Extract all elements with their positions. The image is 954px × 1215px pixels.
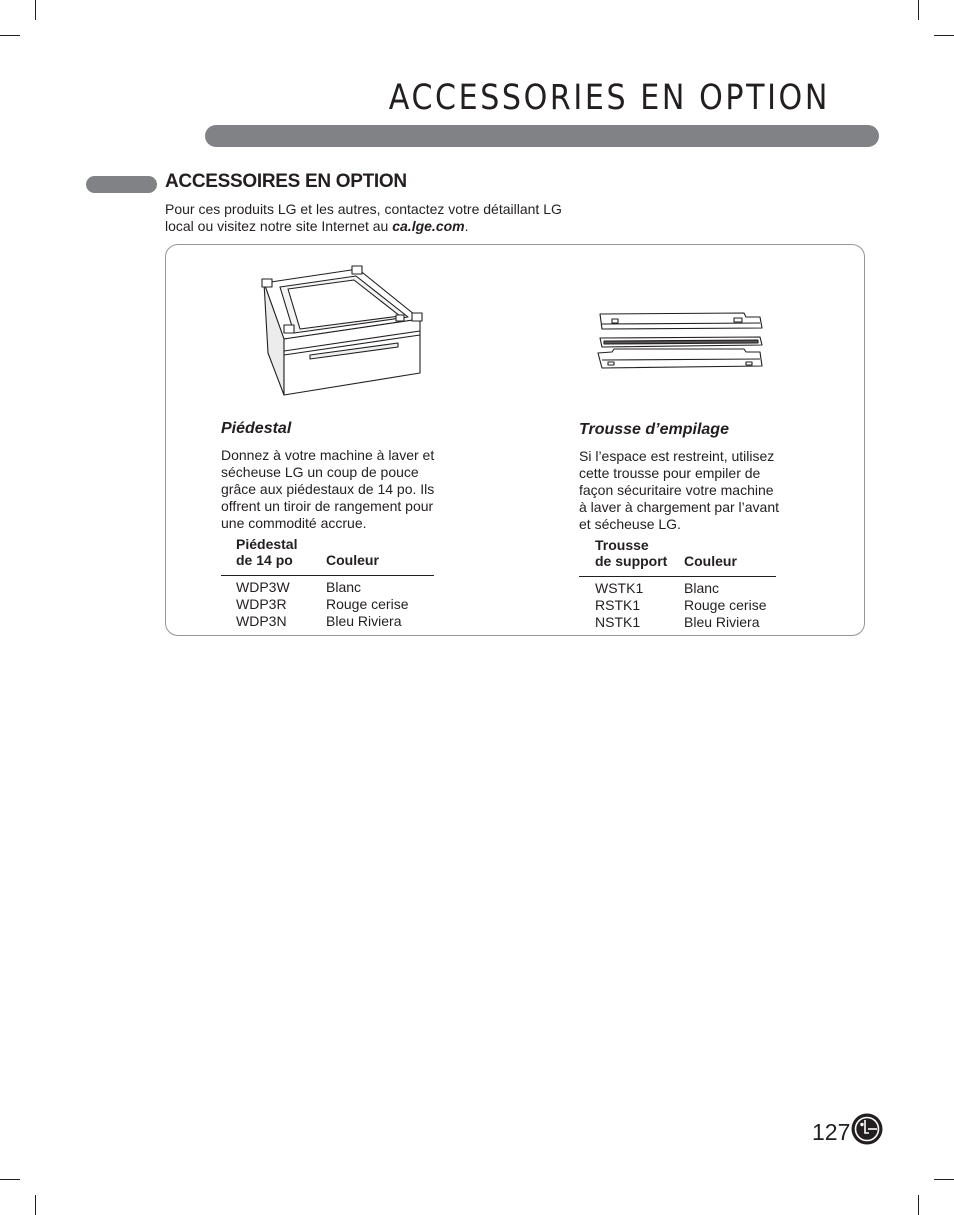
table-row (579, 614, 776, 631)
stacking-kit-illustration (594, 308, 766, 378)
intro-text (165, 201, 605, 235)
page-number: 127 (812, 1119, 851, 1145)
stacking-kit-table (579, 536, 776, 631)
color-cell: Rouge cerise (684, 597, 767, 613)
description-line: et sécheuse LG. (579, 516, 681, 532)
model-cell: NSTK1 (595, 614, 641, 630)
model-cell: WSTK1 (595, 580, 644, 596)
intro-line-2 (165, 218, 605, 235)
color-cell: Bleu Riviera (326, 613, 402, 629)
col-header-line: de 14 po (236, 552, 293, 568)
col-header-line: Trousse (595, 537, 649, 553)
description-line: Si l’espace est restreint, utilisez (579, 448, 775, 464)
crop-mark (0, 1179, 20, 1180)
pedestal-illustration (258, 263, 426, 399)
model-cell: WDP3N (236, 613, 287, 629)
crop-mark (0, 35, 20, 36)
col-header-model (595, 537, 667, 569)
table-row (579, 580, 776, 597)
col-header-model (236, 536, 297, 568)
crop-mark (934, 1179, 954, 1180)
color-cell: Rouge cerise (326, 596, 409, 612)
intro-suffix: . (464, 218, 469, 234)
col-header-line: de support (595, 553, 668, 569)
section-pill (86, 176, 157, 193)
color-cell: Blanc (684, 580, 720, 596)
table-body (221, 576, 434, 630)
description-line: cette trousse pour empiler de (579, 465, 761, 481)
description-line: grâce aux piédestaux de 14 po. Ils (221, 481, 435, 497)
stacking-kit-description (579, 448, 809, 533)
col-header-line: Piédestal (236, 536, 298, 552)
table-row (221, 596, 434, 613)
pedestal-heading: Piédestal (221, 420, 292, 437)
pedestal-description (221, 447, 456, 532)
model-cell: WDP3R (236, 596, 287, 612)
table-row (221, 579, 434, 596)
table-row (221, 613, 434, 630)
description-line: façon sécuritaire votre machine (579, 482, 774, 498)
stacking-kit-heading: Trousse d’empilage (579, 421, 729, 438)
col-header-color: Couleur (684, 553, 737, 569)
description-line: à laver à chargement par l’avant (579, 499, 779, 515)
table-header (221, 535, 434, 576)
crop-mark (934, 35, 954, 36)
color-cell: Blanc (326, 579, 362, 595)
table-header (579, 536, 776, 577)
description-line: une commodité accrue. (221, 515, 367, 531)
description-line: Donnez à votre machine à laver et (221, 447, 435, 463)
title-bar (205, 125, 879, 147)
pedestal-table (221, 535, 434, 630)
description-line: sécheuse LG un coup de pouce (221, 464, 419, 480)
lg-logo-icon (851, 1113, 883, 1145)
description-line: offrent un tiroir de rangement pour (221, 498, 434, 514)
crop-mark (35, 0, 36, 20)
section-heading: ACCESSOIRES EN OPTION (165, 171, 407, 192)
intro-line-1: Pour ces produits LG et les autres, contactez votre détaillant LG (165, 201, 562, 217)
crop-mark (35, 1195, 36, 1215)
table-body (579, 577, 776, 631)
crop-mark (918, 1195, 919, 1215)
intro-prefix: local ou visitez notre site Internet au (165, 218, 393, 234)
model-cell: RSTK1 (595, 597, 641, 613)
color-cell: Bleu Riviera (684, 614, 760, 630)
website-link[interactable]: ca.lge.com (392, 218, 465, 234)
table-row (579, 597, 776, 614)
crop-mark (918, 0, 919, 20)
model-cell: WDP3W (236, 579, 290, 595)
col-header-color: Couleur (326, 552, 379, 568)
page-title: ACCESSORIES EN OPTION (388, 78, 830, 118)
